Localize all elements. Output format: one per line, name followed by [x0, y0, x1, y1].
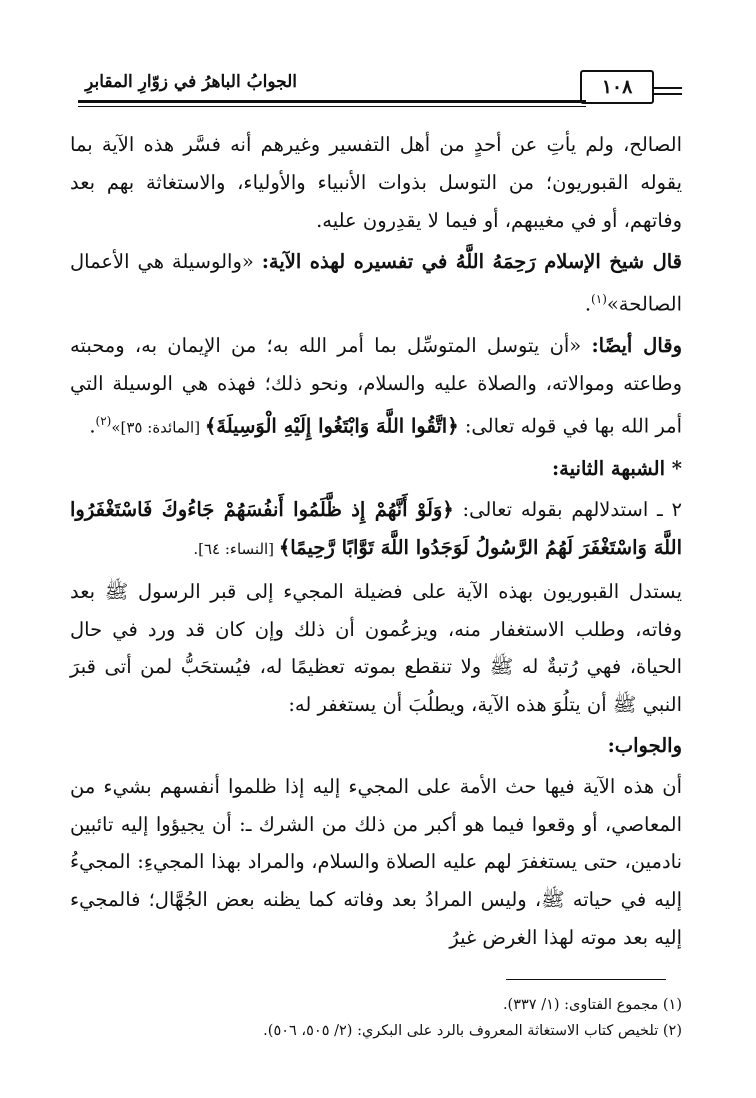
paragraph-text: الصالح، ولم يأتِ عن أحدٍ من أهل التفسير وغيرهم أنه فسَّر هذه الآية بما يقوله القبوريون؛ من التوسل بذوات الأنبياء والأولياء، والاستغاثة بهم بعد وفاتهم، أو في مغيبهم، أو فيما لا يقدِرون عليه. [70, 133, 682, 232]
heading-text: * الشبهة الثانية: [551, 457, 682, 481]
page-number [580, 70, 654, 104]
paragraph [70, 768, 682, 957]
footnote-number: (١) [662, 997, 682, 1013]
quran-verse: ﴿اتَّقُوا اللَّهَ وَابْتَغُوا إِلَيْهِ الْوَسِيلَةَ﴾ [204, 414, 459, 438]
paragraph [70, 243, 682, 323]
footnote-text: مجموع الفتاوى: (١/ ٣٣٧). [502, 997, 659, 1013]
footnote-ref: (٢) [95, 414, 112, 429]
page-number-text: ١٠٨ [601, 76, 633, 98]
paragraph [70, 126, 682, 239]
main-text [70, 126, 682, 960]
paragraph-text: «والوسيلة هي الأعمال الصالحة» [70, 250, 682, 316]
section-heading [70, 727, 682, 765]
footnote [70, 992, 682, 1018]
page-header [78, 70, 682, 110]
header-rule [654, 93, 682, 95]
footnote-ref: (١) [591, 292, 607, 307]
footnote [70, 1018, 682, 1044]
punctuation: . [89, 414, 96, 438]
section-heading [70, 450, 682, 488]
paragraph-text: ٢ ـ استدلالهم بقوله تعالى: [453, 498, 682, 522]
punctuation: . [584, 292, 592, 316]
paragraph-lead: وقال أيضًا: [591, 334, 682, 358]
running-title: الجوابُ الباهرُ في زوّارِ المقابرِ [85, 72, 297, 92]
heading-text: والجواب: [607, 733, 682, 757]
header-rule [78, 106, 586, 107]
footnote-separator [506, 979, 666, 980]
footnote-text: تلخيص كتاب الاستغاثة المعروف بالرد على البكري: (٢/ ٥٠٥، ٥٠٦). [263, 1023, 659, 1039]
paragraph-text: أن هذه الآية فيها حث الأمة على المجيء إليه إذا ظلموا أنفسهم بشيء من المعاصي، أو وقعوا فيما هو أكبر من ذلك من الشرك ـ: أن يجيؤوا إليه تائبين نادمين، حتى يستغفرَ لهم عليه الصلاة والسلام، والمراد بهذا المجيءِ: المجيءُ إليه في حياته ﷺ، وليس المرادُ بعد وفاته كما يظنه بعض الجُهَّال؛ فالمجيء إليه بعد موته لهذا الغرض غيرُ [70, 774, 682, 949]
paragraph-text: «أن يتوسل المتوسِّل بما أمر الله به؛ من الإيمان به، ومحبته وطاعته وموالاته، والصلاة عليه والسلام، ونحو ذلك؛ فهذه هي الوسيلة التي أمر الله بها في قوله تعالى: [70, 334, 682, 438]
verse-citation: [المائدة: ٣٥]» [111, 418, 205, 437]
paragraph-text: يستدل القبوريون بهذه الآية على فضيلة المجيء إلى قبر الرسول ﷺ بعد وفاته، وطلب الاستغفار منه، ويزعُمون أن ذلك وإن كان قد ورد في حال الحياة، فهي رُتبةٌ له ﷺ ولا تنقطع بموته تعظيمًا له، فيُستحَبُّ لمن أتى قبرَ النبي ﷺ أن يتلُوَ هذه الآية، ويطلُبَ أن يستغفر له: [70, 579, 682, 717]
header-rule [654, 87, 682, 89]
verse-citation: [النساء: ٦٤]. [193, 539, 279, 558]
paragraph [70, 573, 682, 724]
paragraph [70, 327, 682, 447]
header-rule [78, 100, 586, 103]
paragraph [70, 491, 682, 569]
paragraph-lead: قال شيخ الإسلام رَحِمَهُ اللَّهُ في تفسيره لهذه الآية: [261, 250, 683, 274]
footnote-number: (٢) [662, 1023, 682, 1039]
quran-verse: ﴿وَلَوْ أَنَّهُمْ إِذ ظَّلَمُوا أَنفُسَهُمْ جَاءُوكَ فَاسْتَغْفَرُوا اللَّهَ وَاسْتَغْفَرَ لَهُمُ الرَّسُولُ لَوَجَدُوا اللَّهَ تَوَّابًا رَّحِيمًا﴾ [70, 498, 682, 559]
footnotes [70, 992, 682, 1044]
